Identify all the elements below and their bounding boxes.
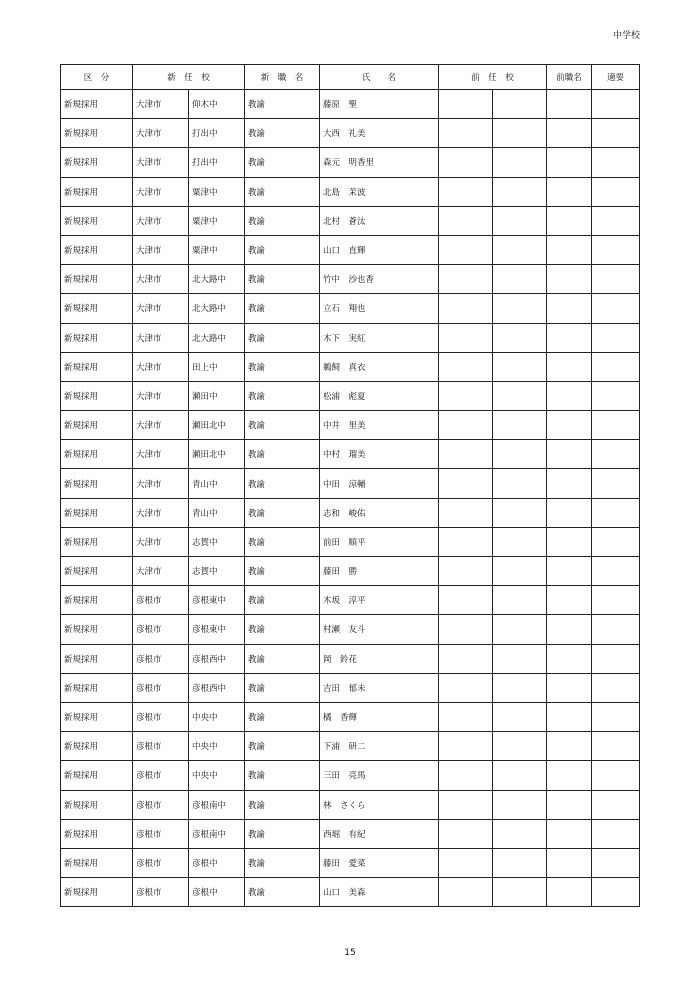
header-prev-position: 前職名	[547, 65, 592, 90]
cell-prev-city	[439, 235, 493, 264]
cell-prev-position	[547, 440, 592, 469]
cell-city: 彦根市	[133, 848, 189, 877]
cell-new-position: 教諭	[245, 411, 320, 440]
cell-remarks	[592, 673, 640, 702]
cell-name: 中田 涼輔	[320, 469, 439, 498]
cell-kubun: 新規採用	[61, 819, 133, 848]
cell-new-position: 教諭	[245, 586, 320, 615]
cell-name: 下浦 研二	[320, 732, 439, 761]
cell-prev-school	[493, 498, 547, 527]
cell-kubun: 新規採用	[61, 702, 133, 731]
cell-prev-position	[547, 615, 592, 644]
cell-prev-city	[439, 673, 493, 702]
table-row	[61, 761, 640, 790]
cell-kubun: 新規採用	[61, 352, 133, 381]
cell-name: 山口 美森	[320, 878, 439, 907]
cell-prev-school	[493, 294, 547, 323]
cell-remarks	[592, 527, 640, 556]
cell-prev-city	[439, 352, 493, 381]
cell-kubun: 新規採用	[61, 90, 133, 119]
cell-remarks	[592, 615, 640, 644]
cell-prev-city	[439, 148, 493, 177]
cell-prev-position	[547, 411, 592, 440]
header-new-school: 新 任 校	[133, 65, 245, 90]
cell-remarks	[592, 790, 640, 819]
cell-kubun: 新規採用	[61, 381, 133, 410]
cell-prev-position	[547, 119, 592, 148]
cell-city: 彦根市	[133, 790, 189, 819]
cell-new-position: 教諭	[245, 177, 320, 206]
cell-city: 彦根市	[133, 673, 189, 702]
cell-new-position: 教諭	[245, 235, 320, 264]
cell-name: 藤田 愛菜	[320, 848, 439, 877]
table-row	[61, 294, 640, 323]
cell-prev-school	[493, 702, 547, 731]
cell-city: 大津市	[133, 440, 189, 469]
cell-new-school: 瀬田北中	[189, 411, 245, 440]
cell-new-position: 教諭	[245, 148, 320, 177]
cell-kubun: 新規採用	[61, 878, 133, 907]
cell-prev-city	[439, 177, 493, 206]
cell-name: 藤原 聖	[320, 90, 439, 119]
cell-city: 大津市	[133, 90, 189, 119]
cell-prev-position	[547, 381, 592, 410]
cell-city: 大津市	[133, 381, 189, 410]
cell-new-school: 仰木中	[189, 90, 245, 119]
cell-new-school: 中央中	[189, 761, 245, 790]
cell-prev-position	[547, 323, 592, 352]
cell-new-school: 彦根中	[189, 878, 245, 907]
cell-new-school: 打出中	[189, 119, 245, 148]
cell-prev-school	[493, 790, 547, 819]
cell-new-position: 教諭	[245, 119, 320, 148]
cell-prev-city	[439, 615, 493, 644]
cell-new-position: 教諭	[245, 732, 320, 761]
cell-new-position: 教諭	[245, 761, 320, 790]
cell-prev-school	[493, 148, 547, 177]
cell-prev-school	[493, 235, 547, 264]
cell-new-school: 粟津中	[189, 235, 245, 264]
header-kubun: 区 分	[61, 65, 133, 90]
cell-prev-city	[439, 498, 493, 527]
cell-new-position: 教諭	[245, 469, 320, 498]
cell-prev-city	[439, 557, 493, 586]
cell-remarks	[592, 381, 640, 410]
cell-prev-school	[493, 644, 547, 673]
cell-name: 北村 蒼汰	[320, 206, 439, 235]
page-number: 15	[344, 948, 356, 958]
cell-new-position: 教諭	[245, 90, 320, 119]
cell-prev-school	[493, 819, 547, 848]
cell-city: 大津市	[133, 177, 189, 206]
school-category-label: 中学校	[612, 31, 640, 41]
table-header-row	[61, 65, 640, 90]
cell-remarks	[592, 761, 640, 790]
cell-prev-city	[439, 411, 493, 440]
cell-name: 中村 瑠美	[320, 440, 439, 469]
cell-remarks	[592, 848, 640, 877]
cell-city: 大津市	[133, 294, 189, 323]
cell-prev-school	[493, 323, 547, 352]
cell-remarks	[592, 702, 640, 731]
cell-name: 橘 香輝	[320, 702, 439, 731]
cell-new-school: 彦根南中	[189, 790, 245, 819]
table-body	[61, 90, 640, 907]
cell-new-school: 彦根西中	[189, 644, 245, 673]
cell-name: 鵜飼 真衣	[320, 352, 439, 381]
table-row	[61, 702, 640, 731]
table-row	[61, 90, 640, 119]
cell-city: 大津市	[133, 557, 189, 586]
cell-prev-school	[493, 352, 547, 381]
table-row	[61, 615, 640, 644]
cell-new-position: 教諭	[245, 352, 320, 381]
cell-kubun: 新規採用	[61, 235, 133, 264]
table-row	[61, 206, 640, 235]
cell-prev-school	[493, 673, 547, 702]
cell-kubun: 新規採用	[61, 790, 133, 819]
cell-city: 大津市	[133, 527, 189, 556]
cell-prev-position	[547, 673, 592, 702]
cell-prev-position	[547, 498, 592, 527]
cell-name: 北島 茉波	[320, 177, 439, 206]
cell-prev-school	[493, 469, 547, 498]
cell-kubun: 新規採用	[61, 119, 133, 148]
cell-prev-position	[547, 352, 592, 381]
cell-name: 前田 順平	[320, 527, 439, 556]
table-row	[61, 265, 640, 294]
cell-prev-position	[547, 148, 592, 177]
cell-prev-city	[439, 761, 493, 790]
cell-kubun: 新規採用	[61, 469, 133, 498]
cell-prev-city	[439, 206, 493, 235]
cell-new-school: 青山中	[189, 498, 245, 527]
cell-kubun: 新規採用	[61, 673, 133, 702]
table-row	[61, 819, 640, 848]
cell-prev-city	[439, 819, 493, 848]
cell-new-school: 北大路中	[189, 294, 245, 323]
cell-kubun: 新規採用	[61, 323, 133, 352]
table-row	[61, 411, 640, 440]
cell-kubun: 新規採用	[61, 615, 133, 644]
cell-prev-position	[547, 761, 592, 790]
cell-new-position: 教諭	[245, 878, 320, 907]
cell-new-school: 瀬田中	[189, 381, 245, 410]
cell-remarks	[592, 557, 640, 586]
cell-city: 彦根市	[133, 644, 189, 673]
table-row	[61, 352, 640, 381]
cell-prev-position	[547, 235, 592, 264]
cell-name: 村瀬 友斗	[320, 615, 439, 644]
cell-remarks	[592, 469, 640, 498]
cell-city: 大津市	[133, 265, 189, 294]
cell-new-school: 彦根東中	[189, 615, 245, 644]
cell-prev-position	[547, 527, 592, 556]
cell-prev-school	[493, 119, 547, 148]
cell-remarks	[592, 148, 640, 177]
cell-kubun: 新規採用	[61, 294, 133, 323]
table-row	[61, 177, 640, 206]
cell-prev-position	[547, 206, 592, 235]
cell-kubun: 新規採用	[61, 411, 133, 440]
cell-name: 立石 翔也	[320, 294, 439, 323]
cell-new-school: 志賀中	[189, 557, 245, 586]
table-row	[61, 644, 640, 673]
cell-prev-city	[439, 644, 493, 673]
cell-new-position: 教諭	[245, 615, 320, 644]
cell-city: 彦根市	[133, 586, 189, 615]
cell-new-position: 教諭	[245, 381, 320, 410]
cell-remarks	[592, 498, 640, 527]
cell-new-school: 粟津中	[189, 206, 245, 235]
cell-new-school: 打出中	[189, 148, 245, 177]
cell-new-school: 瀬田北中	[189, 440, 245, 469]
cell-kubun: 新規採用	[61, 265, 133, 294]
cell-name: 木坂 淳平	[320, 586, 439, 615]
cell-prev-position	[547, 790, 592, 819]
cell-prev-position	[547, 644, 592, 673]
cell-new-position: 教諭	[245, 440, 320, 469]
cell-remarks	[592, 819, 640, 848]
cell-prev-city	[439, 469, 493, 498]
cell-new-school: 北大路中	[189, 323, 245, 352]
table-row	[61, 119, 640, 148]
cell-prev-position	[547, 702, 592, 731]
cell-new-position: 教諭	[245, 527, 320, 556]
cell-prev-school	[493, 440, 547, 469]
cell-remarks	[592, 644, 640, 673]
cell-prev-school	[493, 878, 547, 907]
table-row	[61, 148, 640, 177]
cell-new-position: 教諭	[245, 206, 320, 235]
table-row	[61, 235, 640, 264]
table-row	[61, 557, 640, 586]
cell-prev-school	[493, 732, 547, 761]
cell-remarks	[592, 352, 640, 381]
cell-city: 大津市	[133, 469, 189, 498]
cell-prev-city	[439, 732, 493, 761]
cell-new-school: 粟津中	[189, 177, 245, 206]
cell-name: 西堀 有紀	[320, 819, 439, 848]
cell-new-school: 中央中	[189, 732, 245, 761]
cell-remarks	[592, 177, 640, 206]
cell-name: 木下 実紅	[320, 323, 439, 352]
cell-city: 彦根市	[133, 761, 189, 790]
cell-prev-school	[493, 848, 547, 877]
cell-kubun: 新規採用	[61, 586, 133, 615]
cell-city: 大津市	[133, 411, 189, 440]
cell-city: 大津市	[133, 323, 189, 352]
cell-prev-city	[439, 323, 493, 352]
header-name: 氏 名	[320, 65, 439, 90]
cell-new-school: 彦根西中	[189, 673, 245, 702]
cell-city: 彦根市	[133, 878, 189, 907]
cell-name: 森元 明香里	[320, 148, 439, 177]
cell-prev-school	[493, 265, 547, 294]
cell-new-position: 教諭	[245, 702, 320, 731]
table-row	[61, 381, 640, 410]
cell-new-school: 田上中	[189, 352, 245, 381]
cell-city: 彦根市	[133, 702, 189, 731]
header-new-position: 新 職 名	[245, 65, 320, 90]
cell-new-school: 中央中	[189, 702, 245, 731]
cell-name: 藤田 勝	[320, 557, 439, 586]
table-row	[61, 732, 640, 761]
cell-prev-school	[493, 586, 547, 615]
cell-remarks	[592, 411, 640, 440]
cell-new-position: 教諭	[245, 557, 320, 586]
table-row	[61, 323, 640, 352]
cell-new-position: 教諭	[245, 644, 320, 673]
cell-new-school: 北大路中	[189, 265, 245, 294]
cell-prev-school	[493, 615, 547, 644]
cell-new-school: 青山中	[189, 469, 245, 498]
cell-prev-city	[439, 119, 493, 148]
cell-prev-city	[439, 440, 493, 469]
cell-new-position: 教諭	[245, 498, 320, 527]
cell-new-school: 彦根中	[189, 848, 245, 877]
table-row	[61, 527, 640, 556]
table-row	[61, 848, 640, 877]
cell-prev-position	[547, 294, 592, 323]
cell-new-position: 教諭	[245, 323, 320, 352]
cell-prev-school	[493, 90, 547, 119]
cell-kubun: 新規採用	[61, 732, 133, 761]
cell-kubun: 新規採用	[61, 848, 133, 877]
cell-prev-city	[439, 878, 493, 907]
cell-new-school: 彦根東中	[189, 586, 245, 615]
cell-remarks	[592, 440, 640, 469]
cell-prev-city	[439, 848, 493, 877]
cell-city: 大津市	[133, 352, 189, 381]
cell-prev-school	[493, 527, 547, 556]
cell-prev-position	[547, 819, 592, 848]
cell-name: 大西 礼美	[320, 119, 439, 148]
cell-prev-school	[493, 761, 547, 790]
cell-remarks	[592, 878, 640, 907]
cell-remarks	[592, 294, 640, 323]
table-row	[61, 586, 640, 615]
cell-name: 林 さくら	[320, 790, 439, 819]
cell-prev-city	[439, 586, 493, 615]
cell-prev-school	[493, 381, 547, 410]
cell-new-position: 教諭	[245, 265, 320, 294]
cell-remarks	[592, 235, 640, 264]
cell-prev-position	[547, 90, 592, 119]
cell-new-position: 教諭	[245, 673, 320, 702]
cell-prev-city	[439, 90, 493, 119]
cell-city: 彦根市	[133, 615, 189, 644]
header-prev-school: 前 任 校	[439, 65, 547, 90]
cell-new-position: 教諭	[245, 848, 320, 877]
cell-kubun: 新規採用	[61, 498, 133, 527]
cell-name: 山口 直輝	[320, 235, 439, 264]
cell-kubun: 新規採用	[61, 440, 133, 469]
header-remarks: 適要	[592, 65, 640, 90]
cell-new-position: 教諭	[245, 294, 320, 323]
cell-new-school: 志賀中	[189, 527, 245, 556]
table-row	[61, 440, 640, 469]
cell-prev-city	[439, 527, 493, 556]
cell-remarks	[592, 206, 640, 235]
cell-city: 大津市	[133, 148, 189, 177]
cell-name: 中井 里美	[320, 411, 439, 440]
cell-name: 松浦 彪夏	[320, 381, 439, 410]
cell-prev-city	[439, 381, 493, 410]
cell-prev-position	[547, 848, 592, 877]
table-row	[61, 673, 640, 702]
cell-new-position: 教諭	[245, 819, 320, 848]
cell-prev-position	[547, 878, 592, 907]
cell-kubun: 新規採用	[61, 644, 133, 673]
cell-prev-city	[439, 702, 493, 731]
cell-name: 三田 亮馬	[320, 761, 439, 790]
cell-city: 彦根市	[133, 819, 189, 848]
cell-remarks	[592, 323, 640, 352]
cell-name: 吉田 郁未	[320, 673, 439, 702]
cell-city: 大津市	[133, 235, 189, 264]
cell-remarks	[592, 119, 640, 148]
table-row	[61, 469, 640, 498]
cell-prev-school	[493, 411, 547, 440]
cell-name: 竹中 沙也香	[320, 265, 439, 294]
cell-prev-position	[547, 586, 592, 615]
cell-kubun: 新規採用	[61, 761, 133, 790]
cell-remarks	[592, 732, 640, 761]
cell-prev-city	[439, 790, 493, 819]
cell-kubun: 新規採用	[61, 527, 133, 556]
table-row	[61, 878, 640, 907]
cell-prev-city	[439, 265, 493, 294]
cell-prev-position	[547, 732, 592, 761]
cell-new-position: 教諭	[245, 790, 320, 819]
cell-prev-school	[493, 557, 547, 586]
cell-prev-position	[547, 265, 592, 294]
cell-kubun: 新規採用	[61, 177, 133, 206]
cell-new-school: 彦根南中	[189, 819, 245, 848]
cell-name: 志和 峻佑	[320, 498, 439, 527]
cell-name: 岡 鈴花	[320, 644, 439, 673]
cell-remarks	[592, 265, 640, 294]
cell-city: 大津市	[133, 206, 189, 235]
cell-city: 大津市	[133, 498, 189, 527]
cell-kubun: 新規採用	[61, 206, 133, 235]
cell-city: 彦根市	[133, 732, 189, 761]
cell-prev-position	[547, 177, 592, 206]
cell-prev-position	[547, 557, 592, 586]
table-row	[61, 790, 640, 819]
cell-kubun: 新規採用	[61, 148, 133, 177]
cell-remarks	[592, 586, 640, 615]
cell-prev-school	[493, 177, 547, 206]
cell-prev-city	[439, 294, 493, 323]
cell-kubun: 新規採用	[61, 557, 133, 586]
table-row	[61, 498, 640, 527]
personnel-table	[60, 64, 640, 907]
cell-prev-position	[547, 469, 592, 498]
cell-prev-school	[493, 206, 547, 235]
cell-remarks	[592, 90, 640, 119]
cell-city: 大津市	[133, 119, 189, 148]
